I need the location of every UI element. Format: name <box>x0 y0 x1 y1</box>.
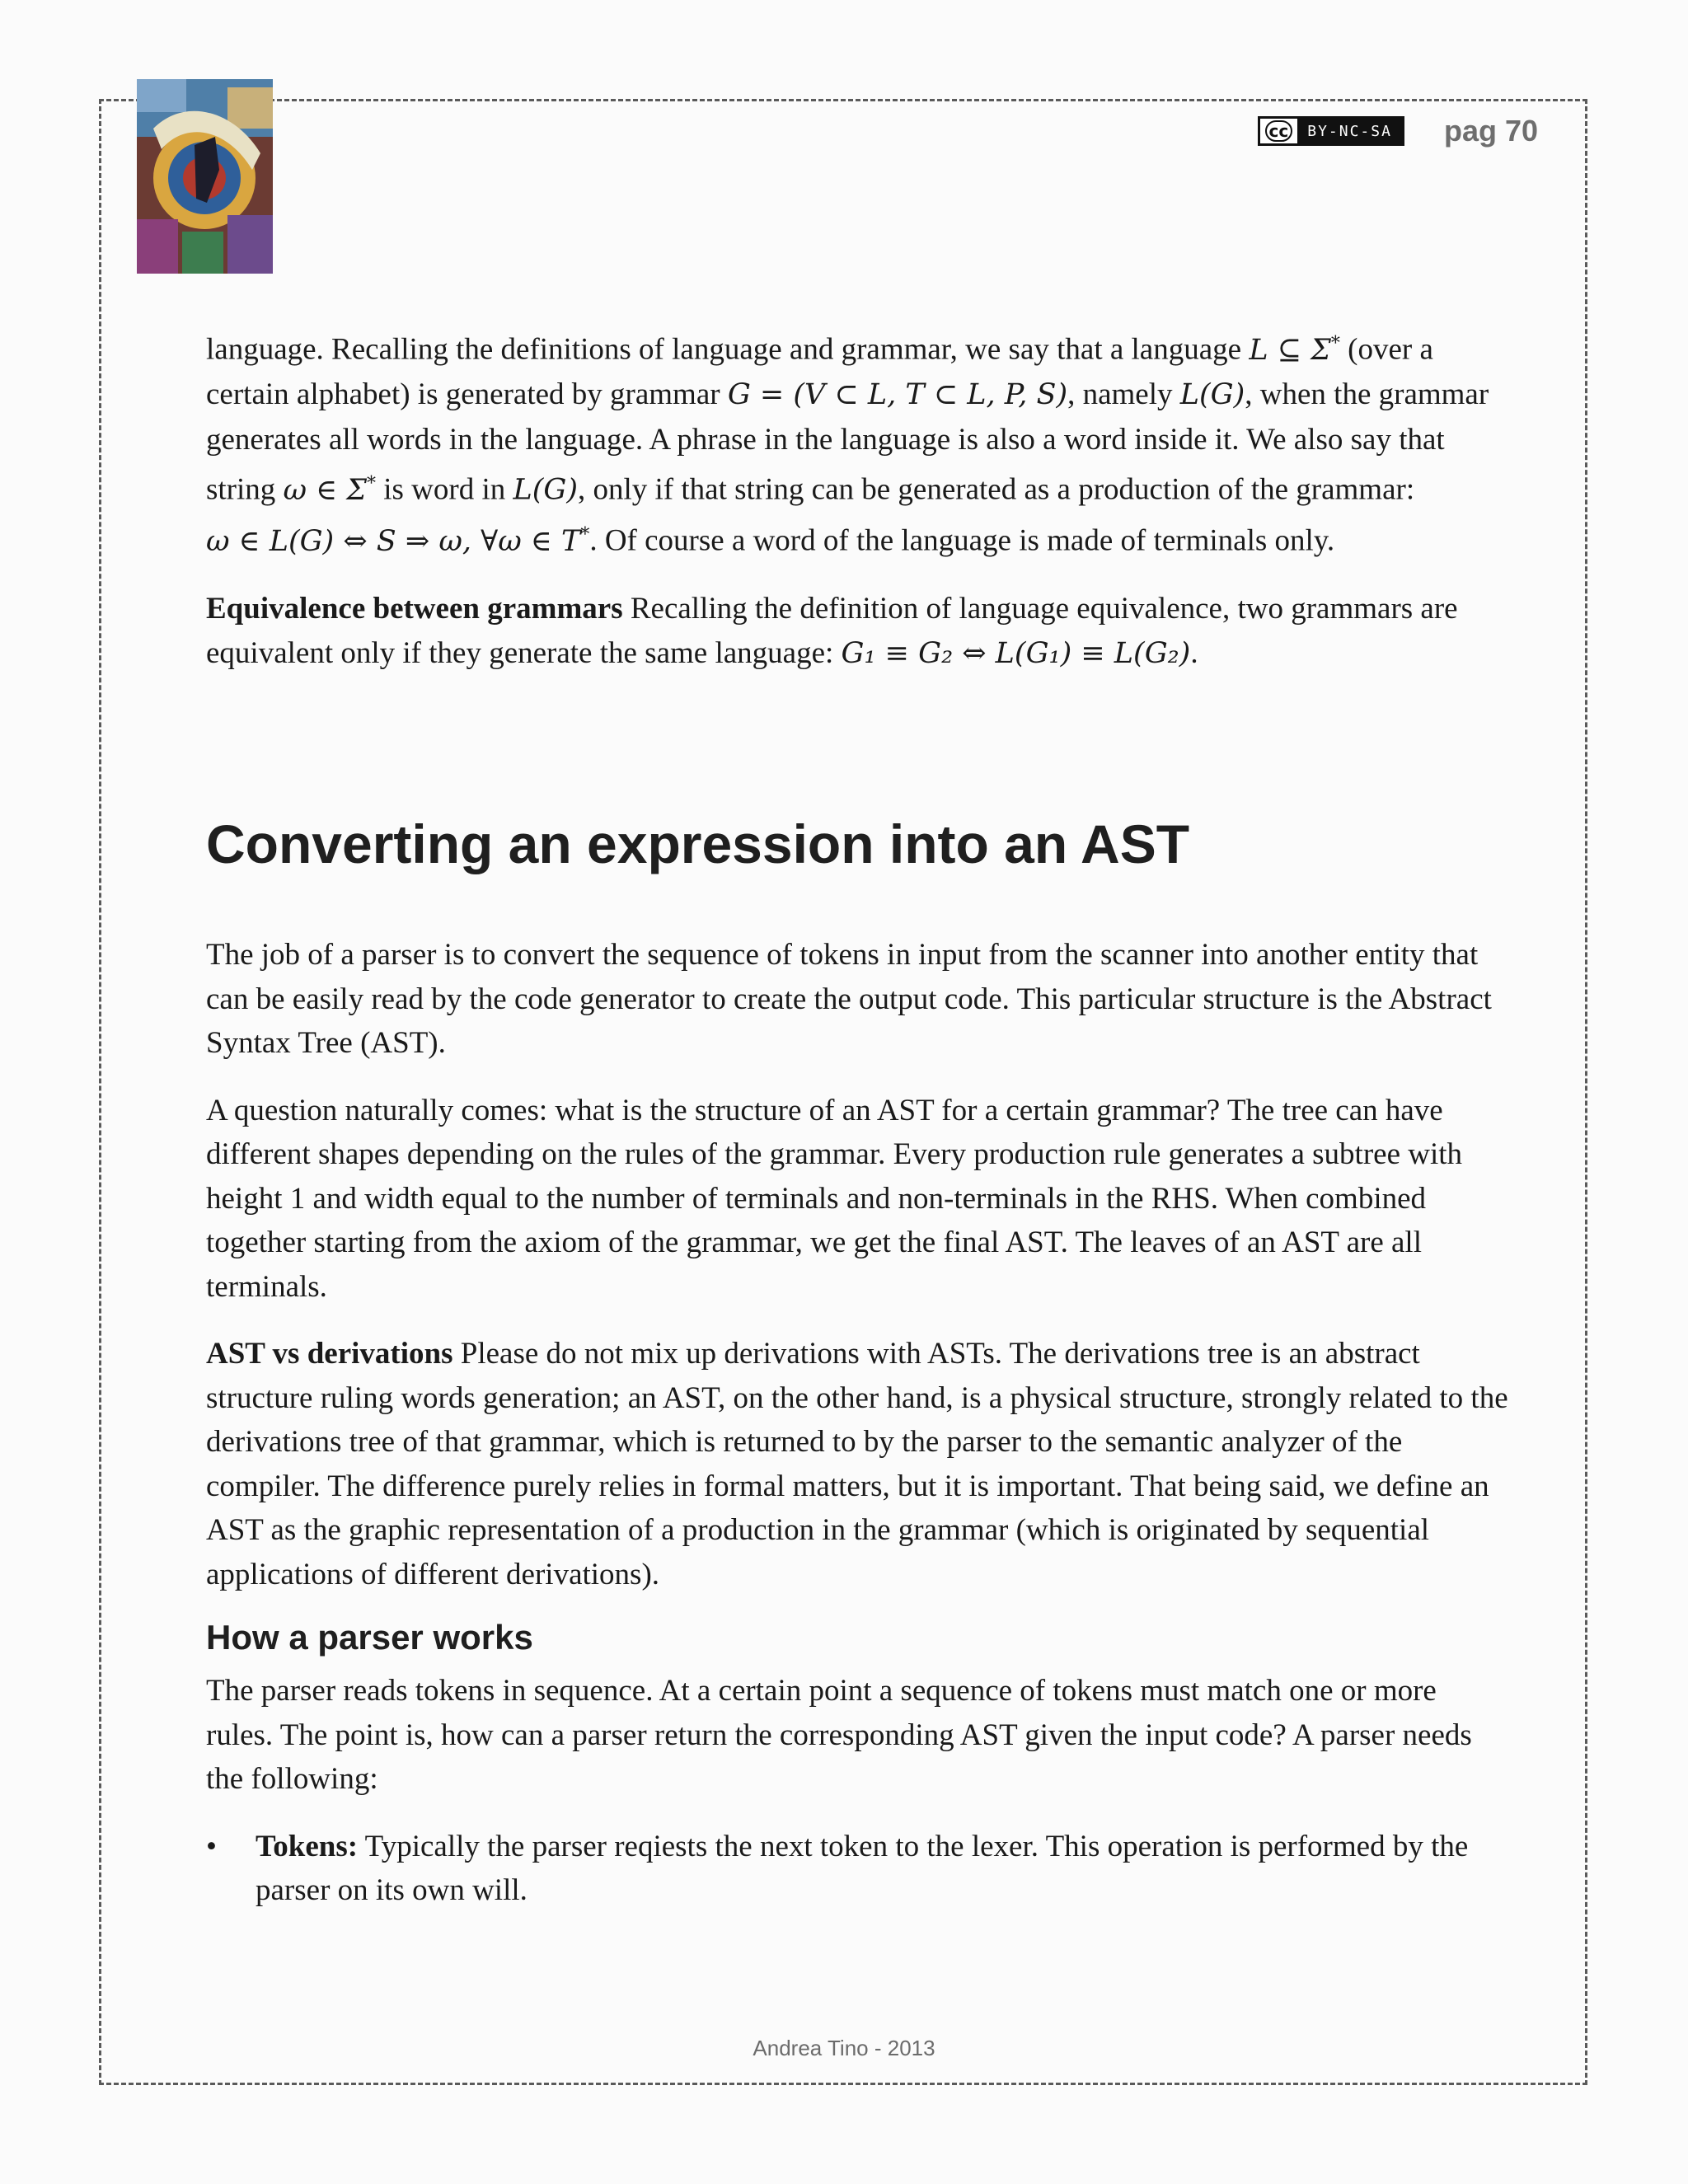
text-run: Recalling the definition of language equivalence, two grammars are equivalent only if they generate the same language: <box>206 592 1458 670</box>
paragraph-ast-structure: A question naturally comes: what is the structure of an AST for a certain grammar? The tree can have different shapes depending on the rules of the grammar. Every production rule generates a subtree with height 1 and width equal to the number of terminals and non-terminals in the RHS. When combined together starting from the axiom of the grammar, we get the final AST. The leaves of an AST are all terminals. <box>206 1093 1463 1304</box>
text-run: Typically the parser reqiests the next token to the lexer. This operation is performed by the parser on its own will. <box>256 1829 1469 1908</box>
paragraph-parser-works: The parser reads tokens in sequence. At a certain point a sequence of tokens must match one or more rules. The point is, how can a parser return the corresponding AST given the input code? A parser needs the following: <box>206 1674 1472 1797</box>
text-run: Please do not mix up derivations with ASTs. The derivations tree is an abstract structure ruling words generation; an AST, on the other hand, is a physical structure, strongly related to the derivations tree of that grammar, which is returned to by the parser to the semantic analyzer of the compiler. The difference purely relies in formal matters, but it is important. That being said, we define an AST as the graphic representation of a production in the grammar (which is originated by sequential applications of different derivations). <box>206 1337 1508 1591</box>
paragraph-lead: Equivalence between grammars <box>206 592 623 626</box>
page-content <box>206 321 1508 1913</box>
list-item <box>206 1825 1508 1913</box>
math-language-of-grammar: L(G) <box>1179 378 1245 412</box>
text-run: , namely <box>1067 377 1180 412</box>
text-run: . <box>1190 635 1198 670</box>
math-language-of-grammar-2: L(G) <box>513 473 578 507</box>
subsection-title: How a parser works <box>206 1618 533 1657</box>
bullet-marker: • <box>206 1829 217 1863</box>
license-badge[interactable] <box>1258 116 1404 146</box>
paragraph-parser-job: The job of a parser is to convert the sequence of tokens in input from the scanner into another entity that can be easily read by the code generator to create the output code. This particular structure is the Abstract Syntax Tree (AST). <box>206 938 1492 1061</box>
paragraph-language-definition <box>206 321 1508 564</box>
text-run: is word in <box>375 472 513 507</box>
license-terms: BY-NC-SA <box>1297 119 1402 143</box>
text-run: language. Recalling the definitions of language and grammar, we say that a language <box>206 332 1250 367</box>
list-item-text <box>256 1825 1508 1913</box>
page-header <box>1258 114 1538 148</box>
math-grammar-equivalence: G₁ ≡ G₂ ⇔ L(G₁) ≡ L(G₂) <box>841 636 1191 670</box>
text-run: , only if that string can be generated as a production of the grammar: <box>578 472 1415 507</box>
list-item-lead: Tokens: <box>256 1829 359 1863</box>
paragraph-ast-vs-derivations <box>206 1332 1508 1596</box>
text-run: (over a certain alphabet) is generated by grammar <box>206 332 1433 412</box>
page-number: pag 70 <box>1443 114 1538 148</box>
text-run: . Of course a word of the language is made of terminals only. <box>589 523 1335 558</box>
page-footer: Andrea Tino - 2013 <box>753 2036 935 2060</box>
math-language-subset: L ⊆ Σ* <box>1249 333 1340 367</box>
paragraph-lead: AST vs derivations <box>206 1337 453 1371</box>
text-run: , when the grammar generates all words in the language. A phrase in the language is also a word inside it. We also say that string <box>206 377 1489 507</box>
book-cover-image <box>137 79 273 274</box>
section-title: Converting an expression into an AST <box>206 813 1190 875</box>
paragraph-grammar-equivalence <box>206 587 1508 676</box>
cc-icon: cc <box>1260 119 1298 143</box>
math-string-in-sigma-star: ω ∈ Σ* <box>283 473 376 507</box>
math-production-condition: ω ∈ L(G) ⇔ S ⇒ ω, ∀ω ∈ T* <box>206 524 590 558</box>
math-grammar-tuple: G = (V ⊂ L, T ⊂ L, P, S) <box>727 378 1068 412</box>
